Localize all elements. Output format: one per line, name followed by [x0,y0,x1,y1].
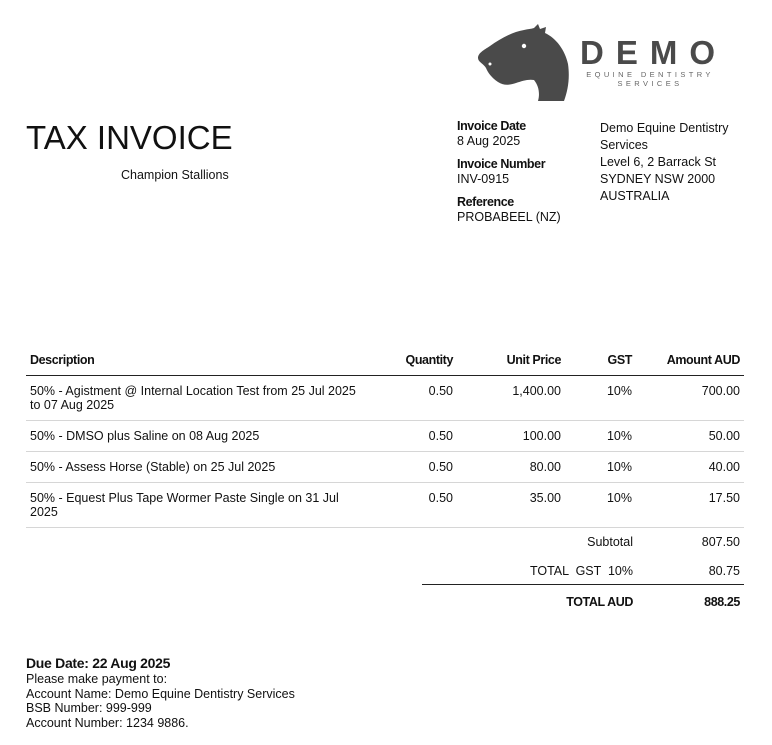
invoice-date-value: 8 Aug 2025 [457,134,521,148]
invoice-number-label: Invoice Number [457,157,546,171]
subtotal-value: 807.50 [701,535,740,549]
invoice-number-value: INV-0915 [457,172,510,186]
payment-instructions [26,672,295,730]
item-amount: 17.50 [708,491,740,505]
item-description: 50% - Equest Plus Tape Wormer Paste Single on 31 Jul 2025 [30,491,339,519]
item-gst: 10% [606,460,632,474]
address-line: Level 6, 2 Barrack St [600,155,717,169]
item-description: 50% - Assess Horse (Stable) on 25 Jul 2025 [30,460,276,474]
reference-label: Reference [457,195,514,209]
header-gst: GST [607,353,632,367]
item-quantity: 0.50 [428,384,453,398]
invoice-date-label: Invoice Date [457,119,526,133]
item-amount: 700.00 [701,384,740,398]
item-gst: 10% [606,429,632,443]
header-amount: Amount AUD [666,353,740,367]
line-items-table [26,352,744,528]
header-unit-price: Unit Price [506,353,561,367]
logo-subtitle: EQUINE DENTISTRY SERVICES [586,70,714,88]
total-value: 888.25 [704,595,740,609]
table-header [26,352,744,376]
company-address [600,120,750,205]
item-description: 50% - DMSO plus Saline on 08 Aug 2025 [30,429,260,443]
item-unit-price: 1,400.00 [512,384,561,398]
logo-wordmark: DEMO [580,34,727,71]
document-title: TAX INVOICE [26,119,233,156]
header-quantity: Quantity [405,353,453,367]
item-amount: 50.00 [708,429,740,443]
item-quantity: 0.50 [428,460,453,474]
address-line: Services [600,138,648,152]
table-row [26,376,744,421]
table-row [26,421,744,452]
payment-line: Account Number: 1234 9886. [26,715,189,730]
subtotal-label: Subtotal [587,535,633,549]
item-gst: 10% [606,384,632,398]
item-description: 50% - Agistment @ Internal Location Test from 25 Jul 2025 to 07 Aug 2025 [30,384,356,412]
payment-line: BSB Number: 999-999 [26,701,152,715]
item-unit-price: 35.00 [529,491,561,505]
address-line: AUSTRALIA [600,189,670,203]
item-quantity: 0.50 [428,429,453,443]
invoice-meta [457,119,561,233]
payment-line: Account Name: Demo Equine Dentistry Services [26,686,295,701]
table-row [26,452,744,483]
item-amount: 40.00 [708,460,740,474]
horse-head-icon [476,24,572,102]
gst-total-value: 80.75 [708,564,740,578]
address-line: SYDNEY NSW 2000 [600,172,716,186]
due-date: Due Date: 22 Aug 2025 [26,655,171,671]
address-line: Demo Equine Dentistry [600,121,729,135]
table-row [26,483,744,528]
payment-line: Please make payment to: [26,672,168,686]
reference-value: PROBABEEL (NZ) [457,210,561,224]
customer-name: Champion Stallions [121,168,229,182]
total-label: TOTAL AUD [566,595,633,609]
item-gst: 10% [606,491,632,505]
header-description: Description [30,353,95,367]
item-unit-price: 80.00 [529,460,561,474]
gst-total-label: TOTAL GST 10% [529,564,633,578]
totals-divider [422,584,744,585]
item-unit-price: 100.00 [522,429,561,443]
item-quantity: 0.50 [428,491,453,505]
